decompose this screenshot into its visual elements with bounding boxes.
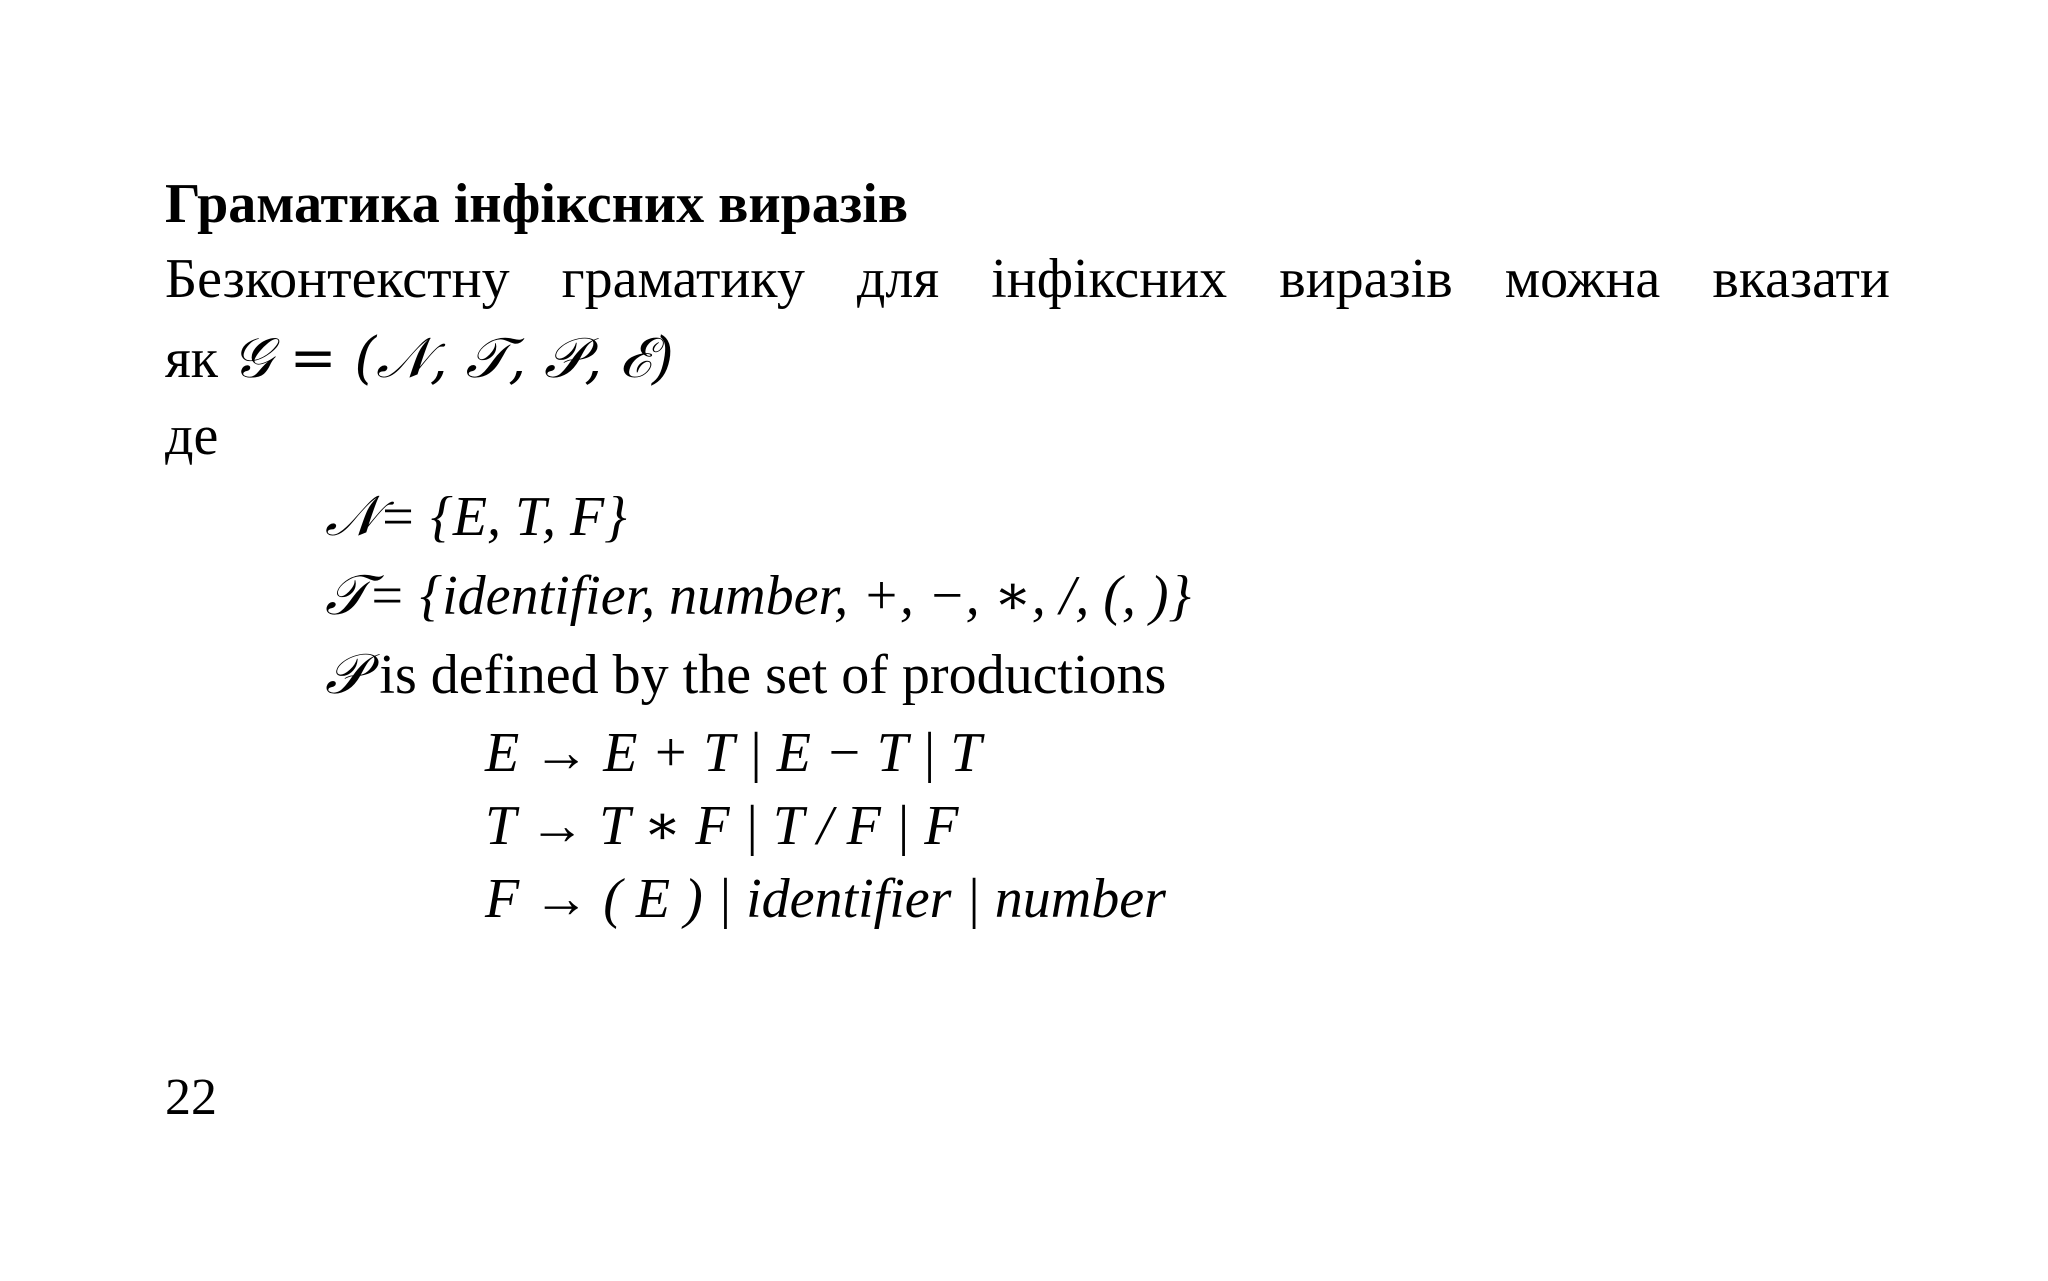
intro-prefix: як [165, 328, 218, 390]
terminals-definition [325, 564, 1191, 628]
production-rule-f: F → ( E ) | identifier | number [485, 868, 1166, 930]
terminals-set: = {identifier, number, +, −, ∗, /, (, )} [367, 565, 1191, 627]
productions-description: is defined by the set of productions [365, 644, 1167, 706]
terminals-symbol: 𝒯 [325, 563, 368, 628]
grammar-tuple-formula: 𝒢 = (𝒩, 𝒯, 𝒫, ℰ) [231, 326, 674, 391]
productions-symbol: 𝒫 [325, 642, 366, 707]
nonterminals-definition [325, 485, 627, 549]
production-rule-e: E → E + T | E − T | T [485, 722, 982, 784]
nonterminals-set: = {E, T, F} [378, 486, 627, 548]
productions-definition [325, 643, 1166, 707]
intro-line-2 [165, 327, 674, 391]
where-word: де [165, 405, 219, 467]
nonterminals-symbol: 𝒩 [325, 484, 379, 549]
page-number: 22 [165, 1069, 217, 1126]
section-heading: Граматика інфіксних виразів [165, 173, 909, 235]
intro-line-1: Безконтекстну граматику для інфіксних виразів можна вказати [165, 248, 1890, 310]
production-rule-t: T → T ∗ F | T / F | F [485, 795, 959, 857]
